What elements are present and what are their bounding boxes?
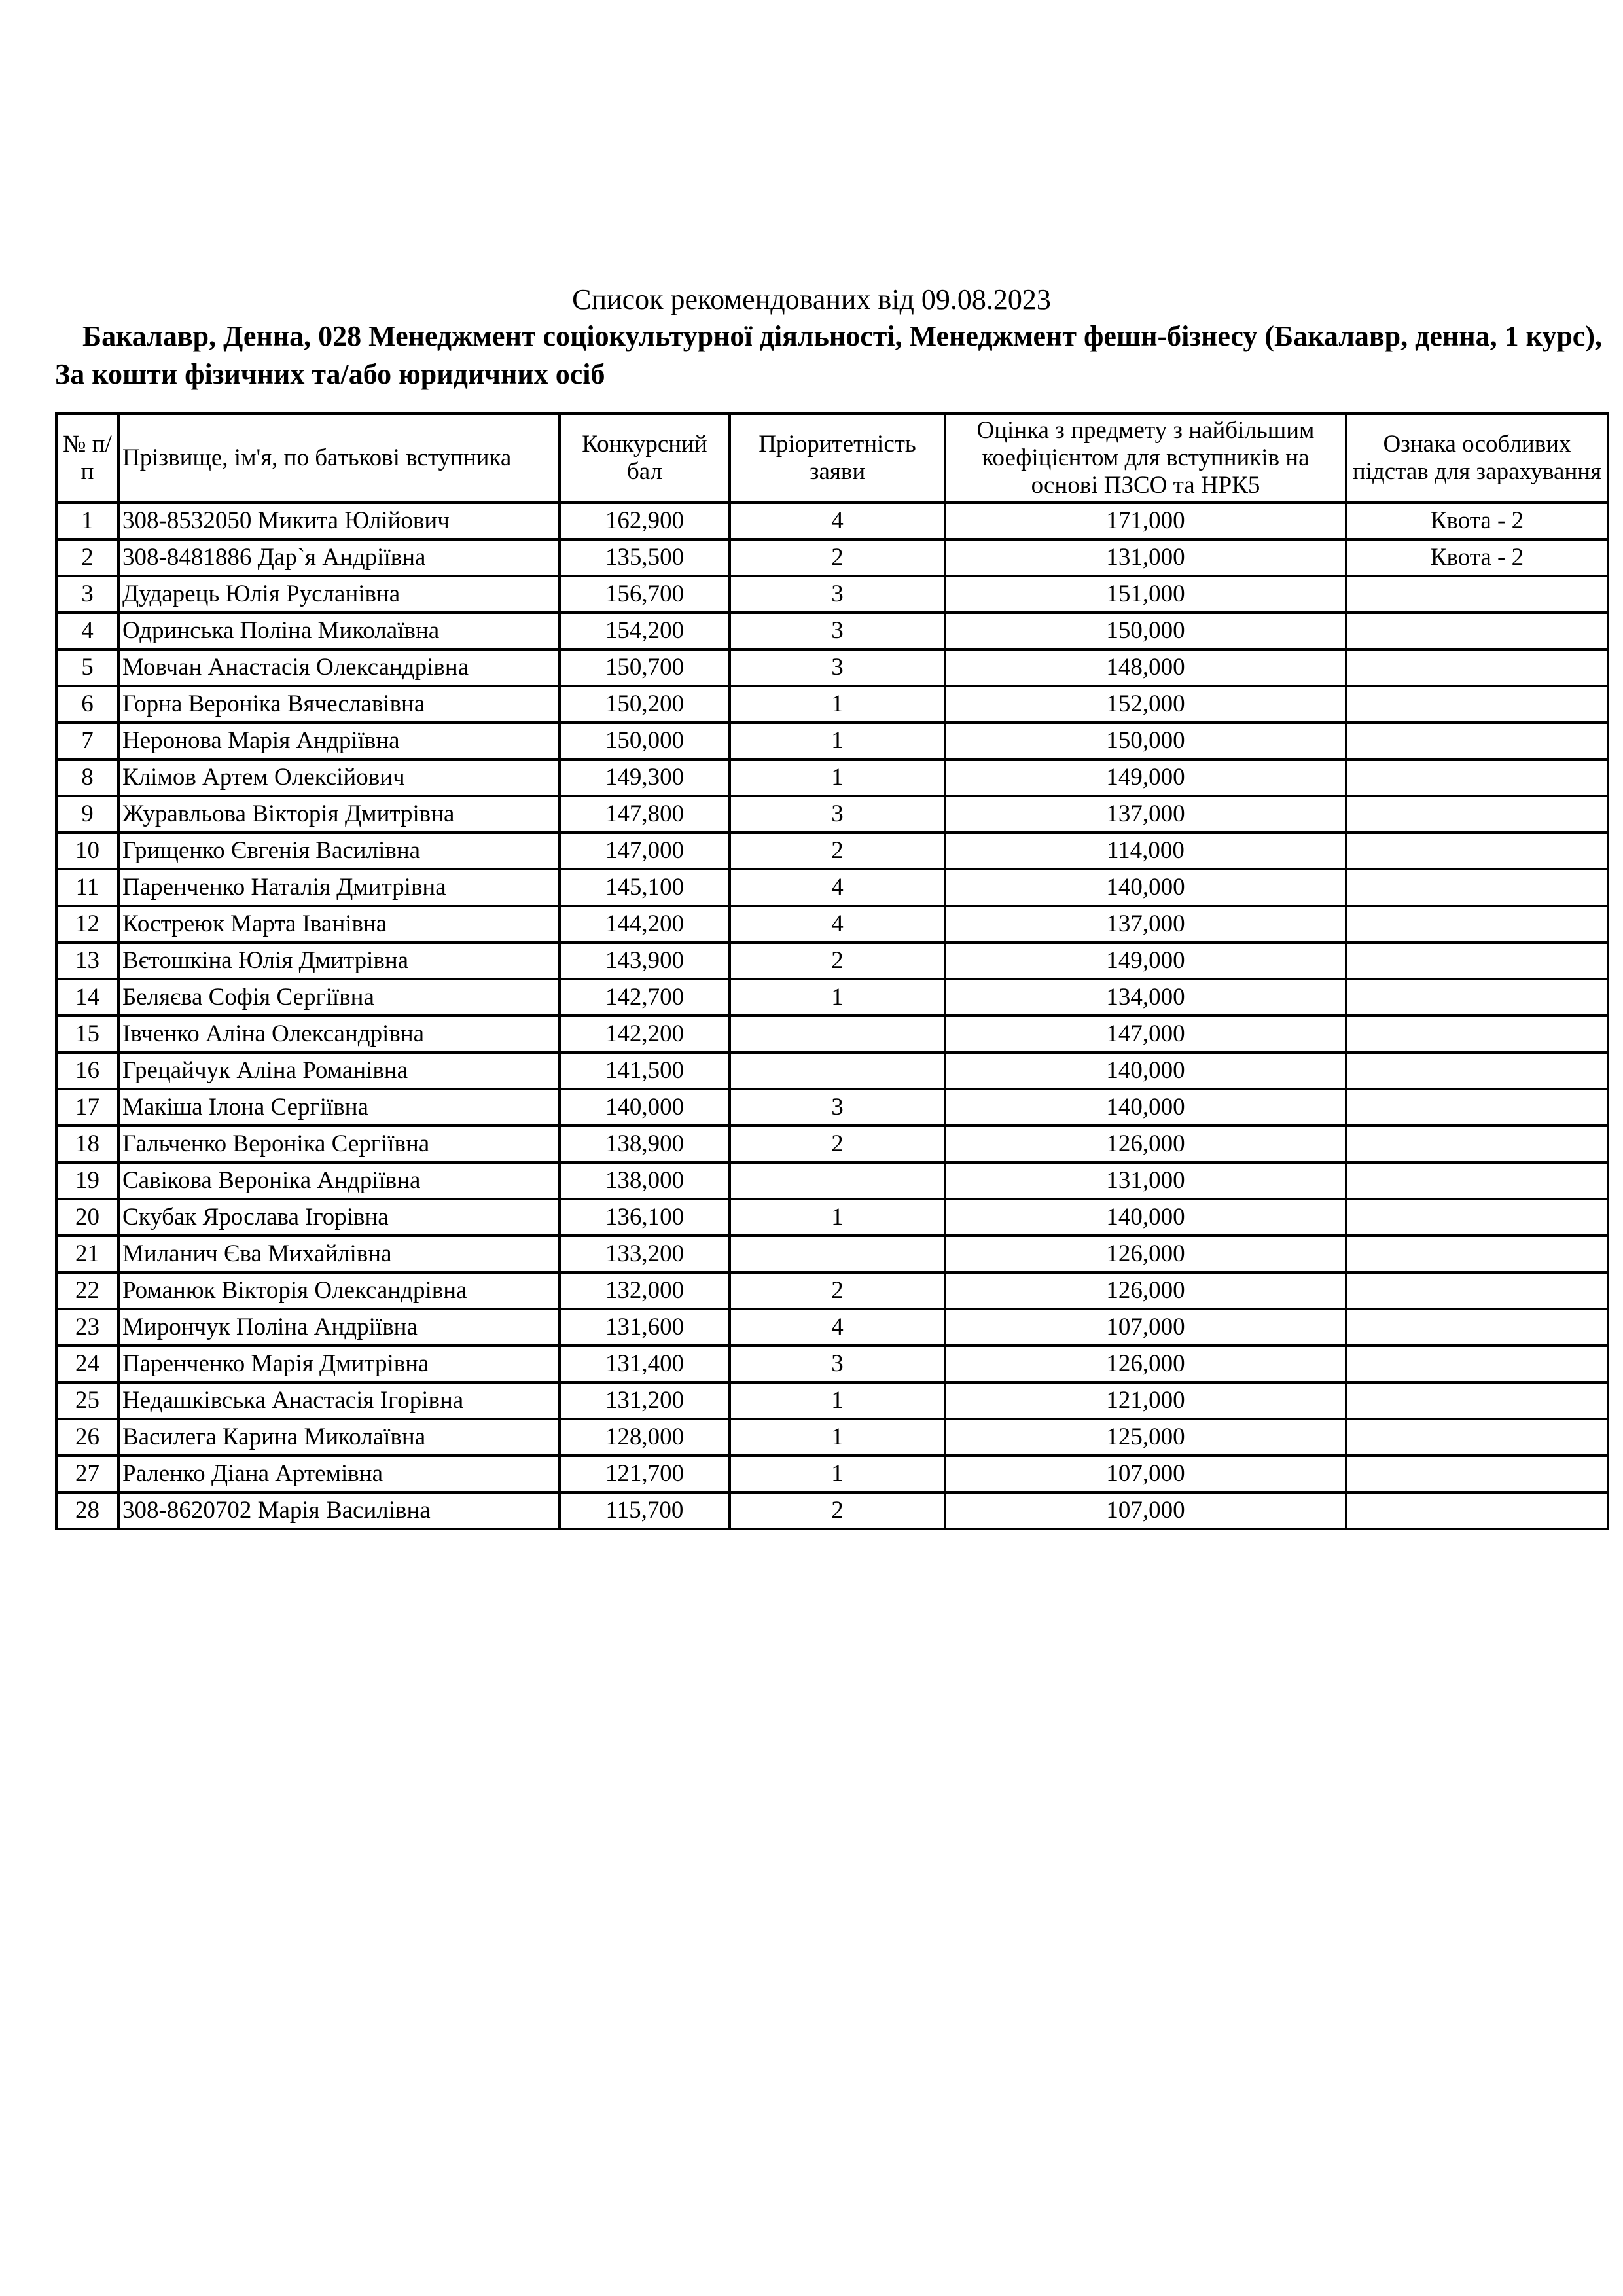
cell-score: 150,700	[560, 649, 730, 686]
table-row	[56, 1456, 1608, 1492]
recommended-list-table	[55, 412, 1609, 1530]
cell-priority: 4	[730, 906, 945, 942]
cell-subject-score: 125,000	[945, 1419, 1346, 1456]
table-row	[56, 649, 1608, 686]
table-row	[56, 796, 1608, 833]
cell-priority: 4	[730, 503, 945, 539]
cell-name: Скубак Ярослава Ігорівна	[118, 1199, 560, 1236]
cell-number: 13	[56, 942, 118, 979]
cell-subject-score: 114,000	[945, 833, 1346, 869]
table-row	[56, 1346, 1608, 1382]
cell-subject-score: 140,000	[945, 1052, 1346, 1089]
cell-subject-score: 150,000	[945, 723, 1346, 759]
cell-score: 162,900	[560, 503, 730, 539]
cell-subject-score: 149,000	[945, 759, 1346, 796]
cell-special-grounds	[1346, 1456, 1608, 1492]
table-row	[56, 539, 1608, 576]
cell-name: Грецайчук Аліна Романівна	[118, 1052, 560, 1089]
cell-number: 26	[56, 1419, 118, 1456]
cell-priority: 2	[730, 1126, 945, 1162]
cell-score: 132,000	[560, 1272, 730, 1309]
cell-priority: 1	[730, 1456, 945, 1492]
table-row	[56, 1162, 1608, 1199]
cell-special-grounds	[1346, 833, 1608, 869]
cell-number: 20	[56, 1199, 118, 1236]
cell-subject-score: 148,000	[945, 649, 1346, 686]
cell-score: 138,900	[560, 1126, 730, 1162]
cell-number: 24	[56, 1346, 118, 1382]
cell-score: 133,200	[560, 1236, 730, 1272]
cell-subject-score: 140,000	[945, 869, 1346, 906]
cell-priority: 3	[730, 796, 945, 833]
cell-score: 147,000	[560, 833, 730, 869]
cell-name: Макіша Ілона Сергіївна	[118, 1089, 560, 1126]
cell-subject-score: 149,000	[945, 942, 1346, 979]
cell-score: 131,400	[560, 1346, 730, 1382]
cell-special-grounds	[1346, 1052, 1608, 1089]
cell-subject-score: 171,000	[945, 503, 1346, 539]
cell-special-grounds	[1346, 1492, 1608, 1529]
cell-priority: 4	[730, 1309, 945, 1346]
cell-number: 22	[56, 1272, 118, 1309]
table-row	[56, 1272, 1608, 1309]
table-row	[56, 1016, 1608, 1052]
cell-number: 16	[56, 1052, 118, 1089]
cell-number: 18	[56, 1126, 118, 1162]
cell-subject-score: 152,000	[945, 686, 1346, 723]
cell-special-grounds	[1346, 869, 1608, 906]
cell-priority: 1	[730, 1382, 945, 1419]
cell-score: 143,900	[560, 942, 730, 979]
cell-score: 142,200	[560, 1016, 730, 1052]
cell-name: 308-8532050 Микита Юлійович	[118, 503, 560, 539]
cell-priority: 3	[730, 613, 945, 649]
cell-name: Паренченко Наталія Дмитрівна	[118, 869, 560, 906]
table-row	[56, 1126, 1608, 1162]
table-row	[56, 613, 1608, 649]
table-row	[56, 906, 1608, 942]
table-row	[56, 576, 1608, 613]
table-row	[56, 1199, 1608, 1236]
table-row	[56, 833, 1608, 869]
cell-number: 2	[56, 539, 118, 576]
cell-number: 23	[56, 1309, 118, 1346]
cell-number: 4	[56, 613, 118, 649]
cell-name: Дударець Юлія Русланівна	[118, 576, 560, 613]
cell-priority: 1	[730, 1419, 945, 1456]
cell-name: Неронова Марія Андріївна	[118, 723, 560, 759]
cell-name: Савікова Вероніка Андріївна	[118, 1162, 560, 1199]
cell-priority: 2	[730, 833, 945, 869]
cell-score: 115,700	[560, 1492, 730, 1529]
cell-name: Грищенко Євгенія Василівна	[118, 833, 560, 869]
cell-priority: 2	[730, 942, 945, 979]
cell-score: 154,200	[560, 613, 730, 649]
header-priority: Пріоритетність заяви	[730, 414, 945, 503]
cell-priority: 4	[730, 869, 945, 906]
cell-score: 128,000	[560, 1419, 730, 1456]
cell-name: Романюк Вікторія Олександрівна	[118, 1272, 560, 1309]
cell-special-grounds	[1346, 723, 1608, 759]
header-subject-score: Оцінка з предмету з найбільшим коефіцієнтом для вступників на основі ПЗСО та НРК5	[945, 414, 1346, 503]
cell-name: Паренченко Марія Дмитрівна	[118, 1346, 560, 1382]
cell-number: 19	[56, 1162, 118, 1199]
cell-score: 156,700	[560, 576, 730, 613]
cell-subject-score: 137,000	[945, 906, 1346, 942]
cell-special-grounds	[1346, 686, 1608, 723]
cell-priority	[730, 1016, 945, 1052]
cell-special-grounds	[1346, 576, 1608, 613]
cell-priority	[730, 1162, 945, 1199]
cell-special-grounds: Квота - 2	[1346, 503, 1608, 539]
cell-score: 121,700	[560, 1456, 730, 1492]
cell-number: 7	[56, 723, 118, 759]
table-row	[56, 1089, 1608, 1126]
header-name: Прізвище, ім'я, по батькові вступника	[118, 414, 560, 503]
header-special-grounds: Ознака особливих підстав для зарахування	[1346, 414, 1608, 503]
cell-score: 149,300	[560, 759, 730, 796]
cell-special-grounds	[1346, 1382, 1608, 1419]
cell-name: Раленко Діана Артемівна	[118, 1456, 560, 1492]
cell-name: 308-8481886 Дар`я Андріївна	[118, 539, 560, 576]
cell-name: Гальченко Вероніка Сергіївна	[118, 1126, 560, 1162]
cell-special-grounds	[1346, 1309, 1608, 1346]
table-row	[56, 686, 1608, 723]
cell-priority: 2	[730, 1492, 945, 1529]
cell-priority: 1	[730, 759, 945, 796]
cell-score: 150,200	[560, 686, 730, 723]
cell-special-grounds	[1346, 1272, 1608, 1309]
cell-name: Миланич Єва Михайлівна	[118, 1236, 560, 1272]
header-score: Конкурсний бал	[560, 414, 730, 503]
cell-number: 9	[56, 796, 118, 833]
cell-name: Беляєва Софія Сергіївна	[118, 979, 560, 1016]
cell-special-grounds	[1346, 649, 1608, 686]
table-row	[56, 942, 1608, 979]
cell-special-grounds	[1346, 906, 1608, 942]
cell-name: Клімов Артем Олексійович	[118, 759, 560, 796]
cell-special-grounds	[1346, 1346, 1608, 1382]
cell-name: Журавльова Вікторія Дмитрівна	[118, 796, 560, 833]
cell-subject-score: 140,000	[945, 1199, 1346, 1236]
cell-name: Костреюк Марта Іванівна	[118, 906, 560, 942]
table-row	[56, 503, 1608, 539]
cell-number: 28	[56, 1492, 118, 1529]
cell-priority	[730, 1052, 945, 1089]
cell-special-grounds	[1346, 979, 1608, 1016]
cell-name: Недашківська Анастасія Ігорівна	[118, 1382, 560, 1419]
cell-subject-score: 147,000	[945, 1016, 1346, 1052]
cell-number: 8	[56, 759, 118, 796]
cell-score: 140,000	[560, 1089, 730, 1126]
cell-subject-score: 126,000	[945, 1236, 1346, 1272]
cell-score: 150,000	[560, 723, 730, 759]
document-title: Список рекомендованих від 09.08.2023	[572, 283, 1051, 315]
cell-score: 131,600	[560, 1309, 730, 1346]
cell-subject-score: 151,000	[945, 576, 1346, 613]
cell-priority: 1	[730, 723, 945, 759]
table-row	[56, 979, 1608, 1016]
cell-number: 25	[56, 1382, 118, 1419]
table-row	[56, 1382, 1608, 1419]
cell-number: 14	[56, 979, 118, 1016]
cell-priority: 1	[730, 1199, 945, 1236]
cell-special-grounds	[1346, 613, 1608, 649]
cell-score: 135,500	[560, 539, 730, 576]
cell-score: 138,000	[560, 1162, 730, 1199]
cell-subject-score: 121,000	[945, 1382, 1346, 1419]
cell-number: 5	[56, 649, 118, 686]
cell-subject-score: 140,000	[945, 1089, 1346, 1126]
cell-subject-score: 131,000	[945, 1162, 1346, 1199]
cell-score: 147,800	[560, 796, 730, 833]
cell-score: 131,200	[560, 1382, 730, 1419]
cell-priority: 2	[730, 1272, 945, 1309]
cell-number: 17	[56, 1089, 118, 1126]
cell-subject-score: 134,000	[945, 979, 1346, 1016]
table-row	[56, 869, 1608, 906]
cell-priority: 1	[730, 979, 945, 1016]
cell-number: 6	[56, 686, 118, 723]
cell-subject-score: 126,000	[945, 1272, 1346, 1309]
cell-name: Мирончук Поліна Андріївна	[118, 1309, 560, 1346]
cell-name: Горна Вероніка Вячеславівна	[118, 686, 560, 723]
table-row	[56, 759, 1608, 796]
cell-name: Вєтошкіна Юлія Дмитрівна	[118, 942, 560, 979]
cell-subject-score: 126,000	[945, 1126, 1346, 1162]
table-row	[56, 1052, 1608, 1089]
cell-score: 144,200	[560, 906, 730, 942]
cell-special-grounds	[1346, 1126, 1608, 1162]
cell-special-grounds	[1346, 1199, 1608, 1236]
table-row	[56, 1309, 1608, 1346]
cell-subject-score: 107,000	[945, 1309, 1346, 1346]
cell-score: 141,500	[560, 1052, 730, 1089]
cell-name: Одринська Поліна Миколаївна	[118, 613, 560, 649]
cell-priority: 2	[730, 539, 945, 576]
cell-number: 11	[56, 869, 118, 906]
cell-priority: 3	[730, 649, 945, 686]
table-header-row	[56, 414, 1608, 503]
cell-subject-score: 150,000	[945, 613, 1346, 649]
cell-subject-score: 131,000	[945, 539, 1346, 576]
cell-score: 145,100	[560, 869, 730, 906]
cell-subject-score: 107,000	[945, 1492, 1346, 1529]
table-row	[56, 723, 1608, 759]
cell-number: 21	[56, 1236, 118, 1272]
table-row	[56, 1419, 1608, 1456]
cell-priority	[730, 1236, 945, 1272]
cell-priority: 3	[730, 1089, 945, 1126]
cell-name: Івченко Аліна Олександрівна	[118, 1016, 560, 1052]
cell-number: 1	[56, 503, 118, 539]
cell-number: 10	[56, 833, 118, 869]
cell-number: 27	[56, 1456, 118, 1492]
cell-number: 3	[56, 576, 118, 613]
cell-special-grounds	[1346, 759, 1608, 796]
cell-number: 15	[56, 1016, 118, 1052]
cell-score: 142,700	[560, 979, 730, 1016]
cell-priority: 1	[730, 686, 945, 723]
document-subtitle: Бакалавр, Денна, 028 Менеджмент соціокультурної діяльності, Менеджмент фешн-бізнесу (Бакалавр, денна, 1 курс), За кошти фізичних та/або юридичних осіб	[55, 320, 1602, 390]
cell-special-grounds	[1346, 1419, 1608, 1456]
table-row	[56, 1492, 1608, 1529]
cell-subject-score: 137,000	[945, 796, 1346, 833]
cell-priority: 3	[730, 576, 945, 613]
cell-special-grounds	[1346, 942, 1608, 979]
cell-number: 12	[56, 906, 118, 942]
cell-subject-score: 126,000	[945, 1346, 1346, 1382]
cell-special-grounds	[1346, 796, 1608, 833]
cell-special-grounds	[1346, 1162, 1608, 1199]
cell-priority: 3	[730, 1346, 945, 1382]
cell-special-grounds: Квота - 2	[1346, 539, 1608, 576]
cell-name: Мовчан Анастасія Олександрівна	[118, 649, 560, 686]
cell-special-grounds	[1346, 1089, 1608, 1126]
cell-name: Василега Карина Миколаївна	[118, 1419, 560, 1456]
table-row	[56, 1236, 1608, 1272]
cell-special-grounds	[1346, 1236, 1608, 1272]
header-number: № п/п	[56, 414, 118, 503]
cell-name: 308-8620702 Марія Василівна	[118, 1492, 560, 1529]
cell-score: 136,100	[560, 1199, 730, 1236]
cell-special-grounds	[1346, 1016, 1608, 1052]
cell-subject-score: 107,000	[945, 1456, 1346, 1492]
